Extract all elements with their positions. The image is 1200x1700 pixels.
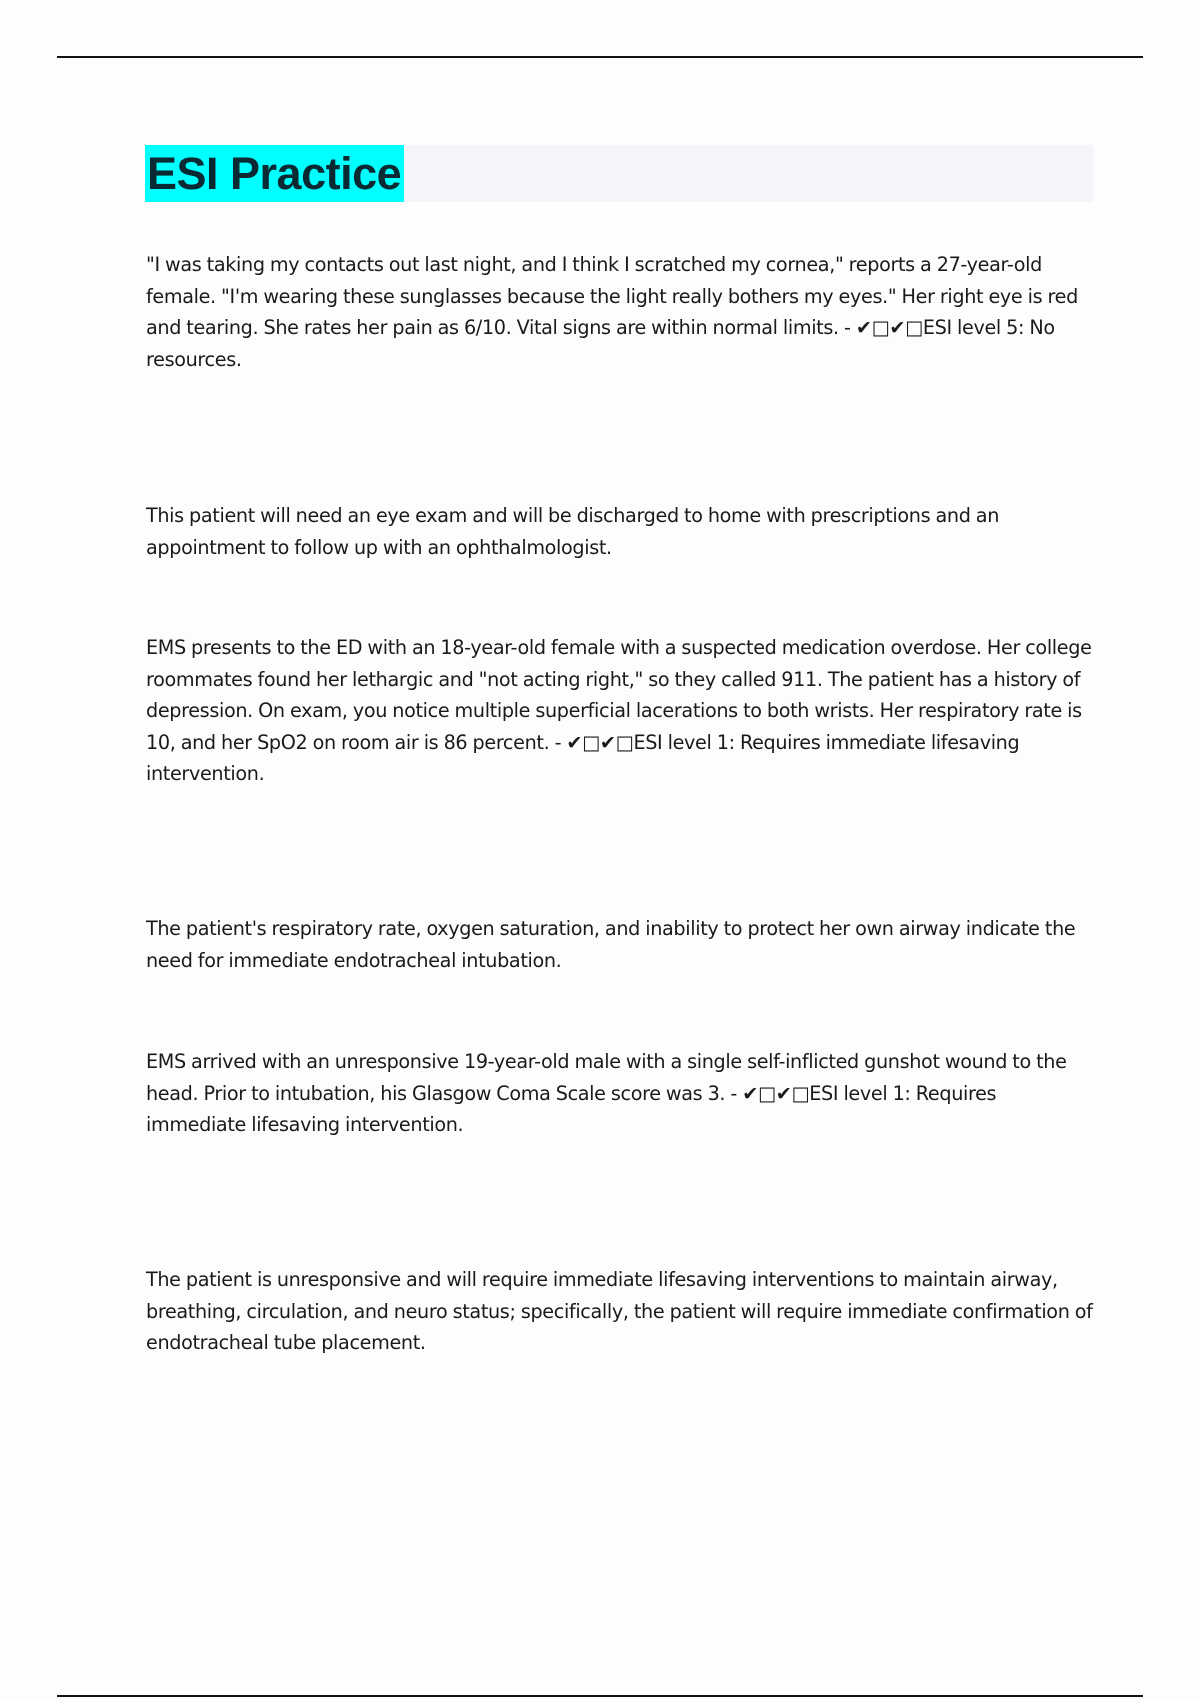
rationale-3: The patient is unresponsive and will require immediate lifesaving interventions to maintain airway, breathing, circulation, and neuro status; specifically, the patient will require immediate confirmation of endotracheal tube placement. [146, 1268, 1093, 1354]
footer-rule [57, 1695, 1143, 1697]
box-icon: □ [615, 730, 634, 754]
answer-text: ESI level 1: Requires immediate lifesaving intervention. [146, 730, 1020, 785]
check-icon: ✔ [775, 1081, 792, 1105]
question-2 [146, 632, 1098, 790]
question-1 [146, 249, 1098, 375]
question-text: "I was taking my contacts out last night, and I think I scratched my cornea," reports a 27-year-old female. "I'm wearing these sunglasses because the light really bothers my eyes." Her right eye is red and tearing. She rates her pain as 6/10. Vital signs are within normal limits. - [146, 253, 1078, 339]
box-icon: □ [905, 316, 923, 339]
box-icon: □ [582, 730, 600, 754]
rationale-1: This patient will need an eye exam and will be discharged to home with prescriptions and an appointment to follow up with an ophthalmologist. [146, 504, 1000, 559]
check-icon: ✔ [855, 316, 872, 339]
page-title: ESI Practice [145, 145, 404, 202]
check-icon: ✔ [889, 316, 906, 339]
box-icon: □ [871, 316, 890, 339]
answer-text: ESI level 1: Requires immediate lifesaving intervention. [146, 1081, 997, 1136]
check-icon: ✔ [742, 1081, 758, 1105]
check-icon: ✔ [599, 730, 616, 754]
answer-text: ESI level 5: No resources. [146, 316, 1055, 371]
header-rule [57, 56, 1143, 58]
check-icon: ✔ [566, 730, 583, 754]
rationale-2: The patient's respiratory rate, oxygen saturation, and inability to protect her own airway indicate the need for immediate endotracheal intubation. [146, 917, 1076, 972]
question-text: EMS arrived with an unresponsive 19-year-old male with a single self-inflicted gunshot wound to the head. Prior to intubation, his Glasgow Coma Scale score was 3. - [146, 1050, 1067, 1105]
box-icon: □ [757, 1081, 776, 1105]
box-icon: □ [791, 1081, 810, 1105]
question-3 [146, 1046, 1098, 1141]
question-text: EMS presents to the ED with an 18-year-old female with a suspected medication overdose. Her college roommates found her lethargic and "not acting right," so they called 911. The patient has a history of depression. On exam, you notice multiple superficial lacerations to both wrists. Her respiratory rate is 10, and her SpO2 on room air is 86 percent. - [146, 636, 1092, 754]
